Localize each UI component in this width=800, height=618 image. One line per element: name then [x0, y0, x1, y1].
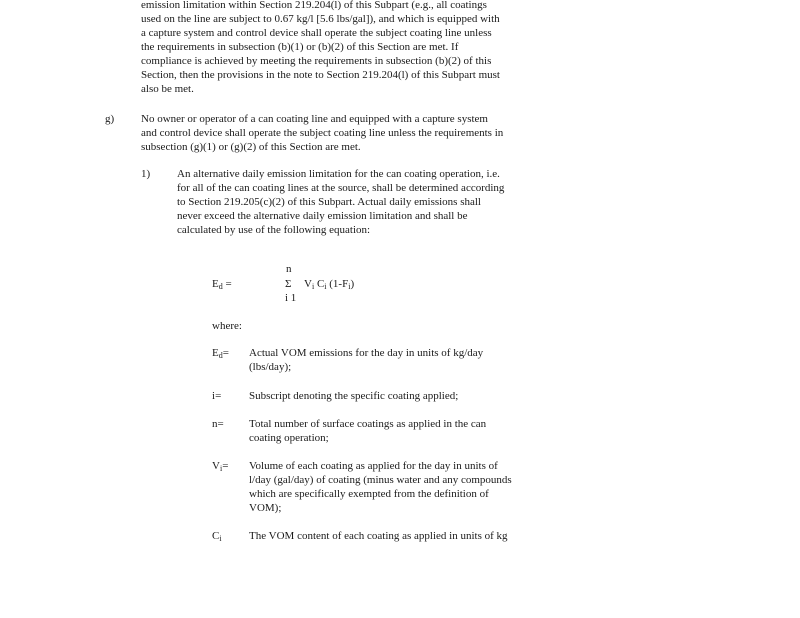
definition-text-line: which are specifically exempted from the definition of: [249, 488, 489, 500]
definition-symbol: [212, 346, 229, 360]
equation-terms: [304, 277, 354, 291]
equation-equals: =: [225, 278, 232, 290]
item-1-line: to Section 219.205(c)(2) of this Subpart. Actual daily emissions shall: [177, 196, 481, 208]
where-label: where:: [212, 320, 242, 332]
section-g-line: No owner or operator of a can coating line and equipped with a capture system: [141, 113, 488, 125]
equation-c: C: [316, 278, 325, 290]
definition-symbol-subscript: i: [219, 464, 223, 473]
definition-symbol-base: i: [212, 390, 216, 402]
section-g-line: and control device shall operate the subject coating line unless the requirements in: [141, 127, 504, 139]
definition-symbol-base: n: [212, 418, 218, 430]
equation-v-subscript: i: [311, 282, 315, 291]
item-1-line: for all of the can coating lines at the source, shall be determined according: [177, 182, 505, 194]
item-1-line: An alternative daily emission limitation for the can coating operation, i.e.: [177, 168, 500, 180]
equation-lhs-symbol: E: [212, 278, 219, 290]
equation-upper-limit: n: [286, 263, 292, 275]
section-g-line: subsection (g)(1) or (g)(2) of this Section are met.: [141, 141, 361, 153]
definition-text-line: Actual VOM emissions for the day in units of kg/day: [249, 347, 484, 359]
item-1-label: 1): [141, 168, 151, 180]
top-paragraph-line: a capture system and control device shall operate the subject coating line unless: [141, 27, 492, 39]
item-1-line: never exceed the alternative daily emission limitation and shall be: [177, 210, 468, 222]
section-g-label: g): [105, 113, 115, 125]
definition-equals: =: [217, 418, 224, 430]
top-paragraph-line: also be met.: [141, 83, 194, 95]
definition-symbol-base: C: [212, 530, 220, 542]
definition-equals: =: [215, 390, 222, 402]
top-paragraph-line: emission limitation within Section 219.204(l) of this Subpart (e.g., all coatings: [141, 0, 487, 11]
item-1-line: calculated by use of the following equation:: [177, 224, 371, 236]
top-paragraph-line: compliance is achieved by meeting the requirements in subsection (b)(2) of this: [141, 55, 492, 67]
definition-text-line: Volume of each coating as applied for the day in units of: [249, 460, 498, 472]
equation-tail-close: ): [350, 278, 355, 290]
definition-symbol: [212, 459, 228, 473]
top-paragraph-line: the requirements in subsection (b)(1) or (b)(2) of this Section are met. If: [141, 41, 459, 53]
definition-equals: =: [222, 347, 229, 359]
definition-symbol: [212, 529, 222, 543]
definition-symbol: [212, 417, 224, 431]
definition-symbol-base: V: [212, 460, 220, 472]
equation-lhs: [212, 277, 232, 291]
equation-lhs-subscript: d: [218, 282, 223, 291]
definition-text-line: (lbs/day);: [249, 361, 292, 373]
definition-text-line: l/day (gal/day) of coating (minus water and any compounds: [249, 474, 512, 486]
definition-symbol-subscript: d: [218, 351, 223, 360]
equation-lower-limit: i 1: [285, 292, 297, 304]
top-paragraph-line: used on the line are subject to 0.67 kg/l [5.6 lbs/gal]), and which is equipped with: [141, 13, 500, 25]
definition-equals: =: [222, 460, 229, 472]
definition-symbol: [212, 389, 221, 403]
equation-tail-open: (1-F: [329, 278, 349, 290]
top-paragraph-line: Section, then the provisions in the note to Section 219.204(l) of this Subpart must: [141, 69, 500, 81]
equation-v: V: [304, 278, 312, 290]
definition-symbol-base: E: [212, 347, 219, 359]
definition-text-line: Subscript denoting the specific coating applied;: [249, 390, 459, 402]
equation: [212, 262, 412, 306]
definition-symbol-subscript: i: [219, 534, 222, 543]
equation-sigma: Σ: [285, 278, 292, 290]
definition-text-line: Total number of surface coatings as applied in the can: [249, 418, 487, 430]
definition-text-line: coating operation;: [249, 432, 329, 444]
definition-text-line: The VOM content of each coating as applied in units of kg: [249, 530, 508, 542]
equation-c-subscript: i: [324, 282, 327, 291]
definition-text-line: VOM);: [249, 502, 282, 514]
equation-tail-subscript: i: [348, 282, 351, 291]
